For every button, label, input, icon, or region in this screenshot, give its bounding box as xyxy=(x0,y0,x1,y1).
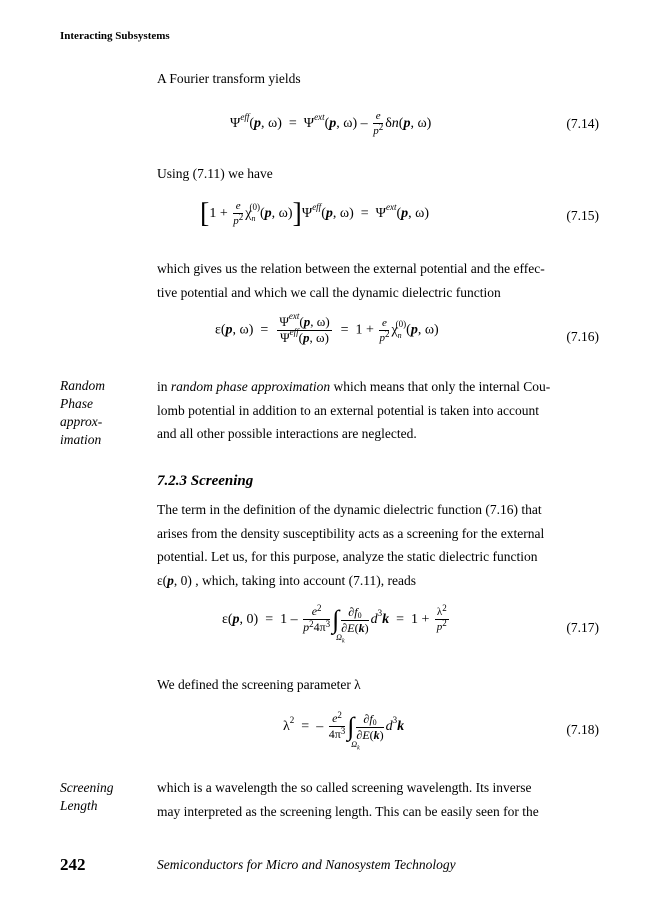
equation-7-18: $\lambda^2$ = – $\frac{e^2}{4\pi^3}$ ∫ $\Omega_k$ $\frac{\partial f0}{\partial E(k)}$ $d^3k$ xyxy=(283,710,405,752)
paragraph-screening-parameter: We defined the screening parameter λ xyxy=(157,677,361,692)
margin-note-screening-line: Screening xyxy=(60,780,114,795)
equation-number-7-14: (7.14) xyxy=(566,116,599,131)
paragraph-wavelength-line-1: which is a wavelength the so called screening wavelength. Its inverse xyxy=(157,780,532,795)
equation-7-14: $\Psi^{eff}(p$, $\omega) = \Psi^{ext}(p$, ω) – $\frac{e}{p^2}$ δn(p, ω) xyxy=(230,110,432,137)
paragraph-screening-line-2: arises from the density susceptibility acts as a screening for the external xyxy=(157,525,545,541)
rpa-term: random phase approximation xyxy=(170,379,331,394)
paragraph-screening xyxy=(157,498,599,592)
paragraph-screening-line-4: ε(p, 0) , which, taking into account (7.11), reads xyxy=(157,572,416,588)
paragraph-wavelength xyxy=(157,776,599,823)
equation-7-17: ε(p, 0) = 1 – $\frac{e^2}{p^24\pi^3}$ ∫ $\Omega_k$ $\frac{\partial f0}{\partial E(k)}$ $d^3k = 1$ + $\frac{\lambda^2}{p^2}$ xyxy=(222,603,447,645)
paragraph-screening-line-3: potential. Let us, for this purpose, analyze the static dielectric function xyxy=(157,549,538,564)
paragraph-wavelength-line-2: may interpreted as the screening length. This can be easily seen for the xyxy=(157,803,539,819)
margin-note-rpa-line: imation xyxy=(60,432,102,447)
margin-note-rpa xyxy=(60,377,140,449)
equation-number-7-15: (7.15) xyxy=(566,208,599,223)
paragraph-rpa-line-3: and all other possible interactions are neglected. xyxy=(157,426,417,441)
section-heading: 7.2.3 Screening xyxy=(157,473,254,489)
equation-7-16: ε(p, ω) = $\frac{\Psi^{ext}(p, \omega)}{\Psi^{eff}(p, \omega)}$ = 1 + $\frac{e}{p^2}$ $\chi_n^{(0)}(p$, ω) xyxy=(215,311,439,345)
margin-note-screening-length xyxy=(60,779,140,815)
equation-number-7-16: (7.16) xyxy=(566,329,599,344)
equation-7-15: [1 + $\frac{e}{p^2}$ $\chi_n^{(0)}(p$, $\omega)]\Psi^{eff}(p$, $\omega) = \Psi^{ext}(p$, ω) xyxy=(200,198,430,229)
paragraph-screening-line-1: The term in the definition of the dynamic dielectric function (7.16) that xyxy=(157,502,542,517)
paragraph-relation-line-1: which gives us the relation between the external potential and the effec- xyxy=(157,261,545,276)
margin-note-screening-line: Length xyxy=(60,798,98,813)
page-number: 242 xyxy=(60,855,86,874)
running-header: Interacting Subsystems xyxy=(60,30,170,42)
book-title: Semiconductors for Micro and Nanosystem Technology xyxy=(157,857,456,872)
paragraph-fourier: A Fourier transform yields xyxy=(157,71,301,86)
paragraph-relation xyxy=(157,257,599,304)
margin-note-rpa-line: Phase xyxy=(60,396,93,411)
paragraph-rpa-line-1: in random phase approximation which means that only the internal Cou- xyxy=(157,379,551,394)
paragraph-rpa-line-2: lomb potential in addition to an external potential is taken into account xyxy=(157,402,540,418)
margin-note-rpa-line: Random xyxy=(60,378,105,393)
paragraph-using: Using (7.11) we have xyxy=(157,166,273,181)
margin-note-rpa-line: approx- xyxy=(60,414,103,429)
equation-number-7-17: (7.17) xyxy=(566,620,599,635)
equation-number-7-18: (7.18) xyxy=(566,722,599,737)
paragraph-rpa xyxy=(157,375,599,446)
paragraph-relation-line-2: tive potential and which we call the dynamic dielectric function xyxy=(157,284,501,300)
